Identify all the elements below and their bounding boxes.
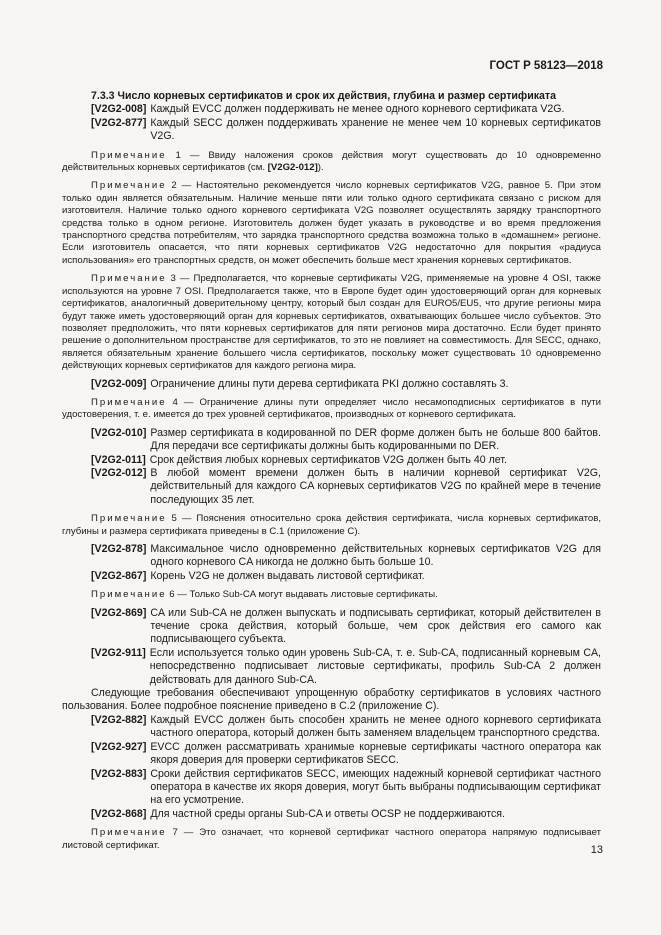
note-text: 5 — Пояснения относительно срока действия сертификата, числа корневых сертификатов, глубины и размера сертификата приведены в С.1 (приложение С).: [62, 513, 601, 537]
requirement-id: [V2G2-009]: [91, 377, 147, 390]
note: [62, 273, 601, 372]
note-label: Примечание: [91, 149, 167, 161]
note-label: Примечание: [91, 273, 167, 285]
requirement-id: [V2G2-882]: [91, 713, 147, 726]
requirement-text: Если используется только один уровень Sub-CA, т. е. Sub-CA, подписанный корневым CA, непосредственно подписывает листовые сертификаты, профиль Sub-CA 2 должен действовать для данного Sub-CA.: [149, 646, 601, 686]
requirement: [62, 741, 601, 768]
requirement-text: Срок действия любых корневых сертификатов V2G должен быть 40 лет.: [149, 453, 507, 466]
page-content: [62, 90, 601, 857]
note: [62, 397, 601, 422]
note-label: Примечание: [91, 827, 167, 839]
requirement: [62, 714, 601, 741]
requirement: [62, 454, 601, 467]
requirement-id: [V2G2-878]: [91, 543, 147, 555]
requirement-id: [V2G2-911]: [91, 646, 146, 659]
requirement-id: [V2G2-012]: [91, 466, 147, 479]
requirement-id: [V2G2-869]: [91, 606, 147, 619]
requirement: [62, 607, 601, 647]
requirement: [62, 427, 601, 454]
document-id: ГОСТ Р 58123—2018: [489, 60, 603, 72]
requirement-text: EVCC должен рассматривать хранимые корневые сертификаты частного оператора как якоря доверия для проверки сертификатов SECC.: [150, 740, 601, 767]
requirement-text: Каждый EVCC должен поддерживать не менее одного корневого сертификата V2G.: [150, 103, 565, 116]
requirement-id: [V2G2-008]: [91, 103, 147, 116]
note: [62, 589, 601, 601]
requirement-text: Сроки действия сертификатов SECC, имеющих надежный корневой сертификат частного оператора в качестве их якоря доверия, могут быть выбраны подписывающим сертификат на его усмотрение.: [150, 767, 601, 807]
note-text: 2 — Настоятельно рекомендуется число корневых сертификатов V2G, равное 5. При этом только один является обязательным. Наличие меньше пяти или только одного сертификата связано с риском для изготовителя. Наличие только одного корневого сертификата V2G позволяет осуществлять зарядку транспортного средства только в одном регионе. Изготовитель должен будет указать в руководстве и во время предложения транспортного средства потребителям, что зарядка транспортного средства возможна только в «домашнем» регионе. Если изготовитель опасается, что пяти корневых сертификатов V2G недостаточно для покрытия «радиуса использования» его транспортных средств, он может обеспечить больше мест хранения корневых сертификатов.: [62, 180, 601, 266]
note: [62, 827, 601, 852]
requirement: [62, 467, 601, 507]
note: [62, 150, 601, 175]
note-tail: ).: [317, 162, 324, 174]
requirement-id: [V2G2-868]: [91, 807, 147, 820]
note: [62, 513, 601, 538]
requirement: [62, 808, 601, 821]
note-text: 1 — Ввиду наложения сроков действия могут существовать до 10 одновременно действительных корневых сертификатов (см.: [62, 149, 601, 174]
page-number: 13: [590, 844, 603, 856]
requirement-id: [V2G2-867]: [91, 569, 147, 582]
requirement-id: [V2G2-011]: [91, 453, 146, 466]
note-text: 4 — Ограничение длины пути определяет число несамоподписных сертификатов в пути удостоверения, т. е. имеется до трех уровней сертификатов, производных от корневого сертификата.: [62, 396, 601, 421]
requirement-text: Максимальное число одновременно действительных корневых сертификатов V2G для одного корневого CA никогда не должно быть больше 10.: [150, 543, 601, 569]
note: [62, 180, 601, 267]
requirement: [62, 647, 601, 687]
note-label: Примечание: [91, 513, 167, 525]
note-text: 6 — Только Sub-CA могут выдавать листовые сертификаты.: [166, 589, 438, 601]
section-title: 7.3.3 Число корневых сертификатов и срок их действия, глубина и размер сертификата: [91, 90, 556, 102]
requirement: [62, 768, 601, 808]
requirement-text: В любой момент времени должен быть в наличии корневой сертификат V2G, действительный для каждого CA корневых сертификатов V2G по крайней мере в течение последующих 35 лет.: [150, 466, 601, 506]
note-label: Примечание: [91, 396, 167, 408]
requirement-id: [V2G2-927]: [91, 740, 147, 753]
requirement-id: [V2G2-883]: [91, 767, 147, 780]
requirement-text: Размер сертификата в кодированной по DER форме должен быть не больше 800 байтов. Для передачи все сертификаты должны быть кодированными по DER.: [150, 426, 601, 453]
requirement-text: Корень V2G не должен выдавать листовой сертификат.: [150, 569, 425, 582]
paragraph: Следующие требования обеспечивают упрощенную обработку сертификатов в условиях частного пользования. Более подробное пояснение приведено в С.2 (приложение С).: [62, 687, 601, 713]
requirement-text: CA или Sub-CA не должен выпускать и подписывать сертификат, который действителен в течение срока действия, который больше, чем срок действия его самого как подписывающего субъекта.: [150, 606, 601, 646]
requirement: [62, 543, 601, 570]
note-reference: [V2G2-012]: [267, 162, 318, 174]
requirement-text: Ограничение длины пути дерева сертификата PKI должно составлять 3.: [150, 377, 509, 390]
note-text: 3 — Предполагается, что корневые сертификаты V2G, применяемые на уровне 4 OSI, также используются на уровне 7 OSI. Предполагается также, что в Европе будет один удостоверяющий орган для корневых сертификатов, аналогичный доверительному центру, который был создан для EURO5/EU5, что другие регионы мира будут также иметь удостоверяющий орган для корневых сертификатов, охватывающих большее число субъектов. Это позволяет предположить, что пяти корневых сертификатов для пяти регионов мира достаточно. Если будет принято решение о дополнительном пространстве для сертификатов, то это не повлияет на совместимость. Для SECC, однако, является обязательным хранение большего числа сертификатов, поскольку может существовать 10 одновременно действующих корневых сертификатов для каждого региона мира.: [62, 273, 601, 372]
note-text: 7 — Это означает, что корневой сертификат частного оператора напрямую подписывает листовой сертификат.: [62, 827, 601, 851]
requirement-text: Для частной среды органы Sub-CA и ответы OCSP не поддерживаются.: [150, 807, 505, 820]
requirement: [62, 378, 601, 391]
note-label: Примечание: [91, 589, 167, 601]
requirement: [62, 570, 601, 583]
requirement-text: Каждый EVCC должен быть способен хранить не менее одного корневого сертификата частного оператора, который должен быть заменяем владельцем транспортного средства.: [150, 713, 601, 740]
requirement: [62, 103, 601, 116]
requirement-id: [V2G2-877]: [91, 116, 147, 129]
requirement-text: Каждый SECC должен поддерживать хранение не менее чем 10 корневых сертификатов V2G.: [150, 116, 601, 143]
requirement: [62, 117, 601, 144]
note-label: Примечание: [91, 180, 167, 192]
requirement-id: [V2G2-010]: [91, 426, 147, 439]
